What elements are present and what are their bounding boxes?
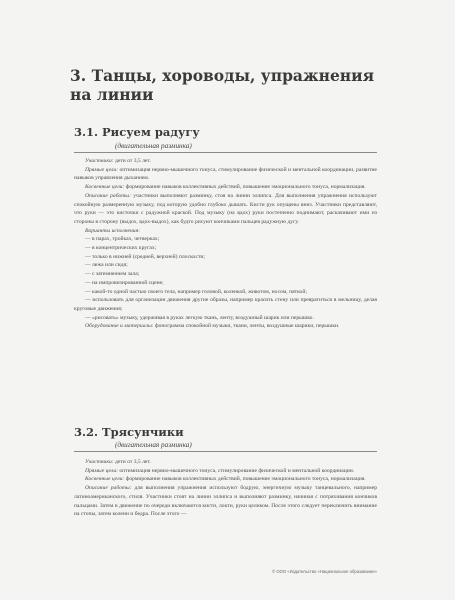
equipment-label: Оборудование и материалы: xyxy=(85,323,154,330)
variant-item: — с затемнением зала; xyxy=(85,271,140,278)
section-1-subtitle: (двигательная разминка) xyxy=(115,142,192,150)
section-2-participants xyxy=(74,458,377,467)
indirect-goals-text: формирование навыков коллективных действий, повышение эмоционального тонуса, нормализация. xyxy=(124,476,366,483)
indirect-goals-label: Косвенные цели: xyxy=(85,476,125,483)
section-1-divider xyxy=(74,152,377,153)
section-2-title: 3.2. Трясунчики xyxy=(74,425,184,439)
description-text: для выполнения упражнения используют бодрую, энергичную музыку танцевального, например латиноамериканского, стиля. Участники стоят на линии эллипса и выполняют разминку, начиная с потряхивания кончиков пальцами. Затем в движение по очереди включаются кисти, локти, руки целиком. После этого следует переключить внимание на стопы, затем колени и бедра. После этого — xyxy=(74,485,377,518)
section-2-body xyxy=(74,458,377,519)
participants-text: дети от 3,5 лет. xyxy=(113,158,151,164)
variant-item: — только в нижней (средней, верхней) плоскости; xyxy=(85,253,205,260)
variant-item: — использовать для организации движения другие образы, например красить стену или превратиться в мельницу, делая круговые движения; xyxy=(74,297,377,312)
indirect-goals-label: Косвенные цели: xyxy=(85,184,125,191)
section-2-direct-goals xyxy=(74,467,377,476)
section-2-divider xyxy=(74,451,377,452)
direct-goals-label: Прямые цели: xyxy=(85,467,118,474)
section-1-equipment xyxy=(74,322,377,331)
section-1-description xyxy=(74,192,377,227)
variant-item: — в парах, тройках, четверках; xyxy=(85,236,160,243)
chapter-title xyxy=(70,66,400,104)
equipment-text: фонограмма спокойной музыки, ткани, ленты, воздушные шарики, перышки. xyxy=(153,323,340,330)
section-1-title: 3.1. Рисуем радугу xyxy=(74,125,200,139)
variant-item: — лежа или сидя; xyxy=(85,262,128,269)
description-label: Описание работы: xyxy=(85,192,131,199)
indirect-goals-text: формирование навыков коллективных действий, повышение эмоционального тонуса, нормализация. xyxy=(124,184,366,191)
direct-goals-text: оптимизация нервно-мышечного тонуса, стимулирование физической и ментальной координации, развитие навыков управления дыханием. xyxy=(74,166,378,182)
participants-label: Участники: xyxy=(85,158,114,164)
variant-item: — какой-то одной частью своего тела, например головой, коленкой, животом, носом, пяткой; xyxy=(85,288,307,295)
section-1-indirect-goals xyxy=(74,183,377,192)
description-label: Описание работы: xyxy=(85,485,132,492)
section-1-body xyxy=(74,157,377,331)
publisher-footer: © ООО «Издательство «Национальное образование» xyxy=(272,569,377,574)
variants-label: Варианты исполнения: xyxy=(85,227,141,234)
section-1-direct-goals xyxy=(74,166,377,183)
section-1-participants xyxy=(74,157,377,166)
variant-item: — «рисовать» музыку, удерживая в руках легкую ткань, ленту, воздушный шарик или перышко. xyxy=(85,314,314,321)
direct-goals-label: Прямые цели: xyxy=(85,166,119,173)
section-2-indirect-goals xyxy=(74,475,377,484)
section-2-subtitle: (двигательная разминка) xyxy=(115,441,192,449)
chapter-title-line2: на линии xyxy=(70,85,154,104)
variant-item: — в концентрических кругах; xyxy=(85,245,157,252)
participants-text: дети от 3,5 лет. xyxy=(113,459,151,465)
direct-goals-text: оптимизация нервно-мышечного тонуса, стимулирование физической и ментальной координации. xyxy=(117,467,355,474)
chapter-title-line1: 3. Танцы, хороводы, упражнения xyxy=(70,66,375,85)
variant-item: — на импровизированной сцене; xyxy=(85,279,164,286)
participants-label: Участники: xyxy=(85,459,114,465)
description-text: участники выполняют разминку, стоя на линии эллипса. Для выполнения упражнения используют спокойную размеренную музыку, под которую удобно глубоко дышать. Кисти рук опущены вниз. Участники представляют, что руки — это кисточки с радужной краской. Под музыку (на вдох) руки постепенно поднимают, раскачивают ими из стороны в сторону (выдох, вдох-выдох), как будто рисуют кончиками пальцев радужную дугу. xyxy=(74,192,377,225)
section-2-description xyxy=(74,484,377,519)
